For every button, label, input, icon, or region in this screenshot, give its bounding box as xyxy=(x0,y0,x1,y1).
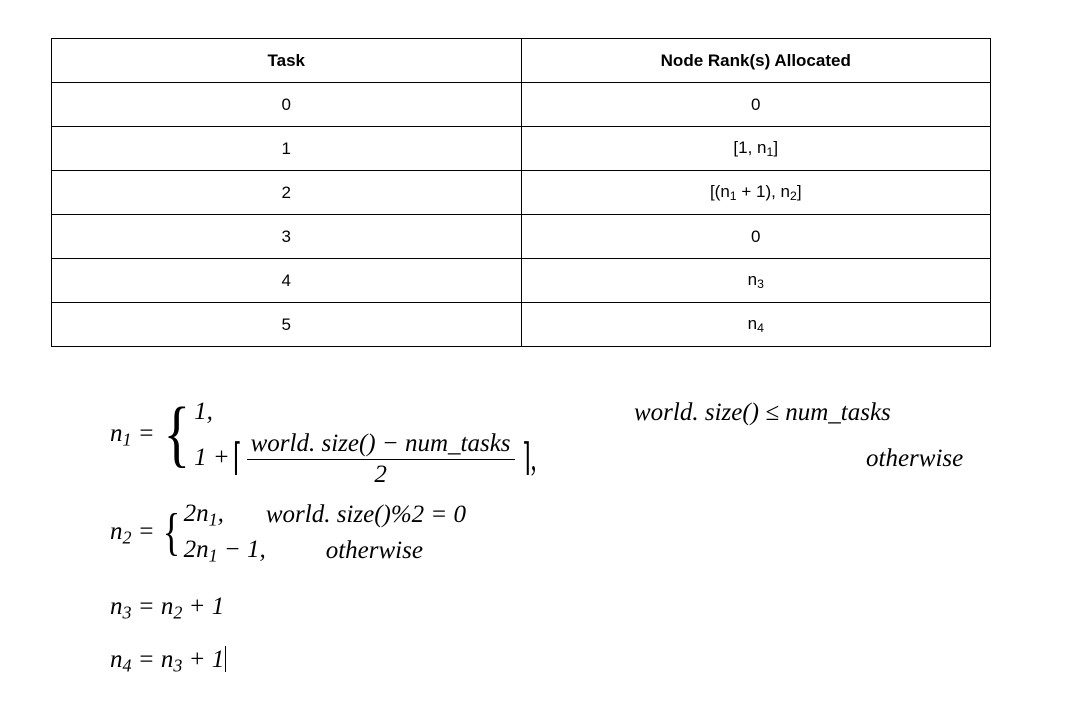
equation-n1-case-1: 1, xyxy=(194,398,213,425)
table-row xyxy=(52,303,991,347)
equation-n2-lhs: $n_2$ = xyxy=(110,517,155,548)
table-row xyxy=(52,127,991,171)
cell-task: 2 xyxy=(52,171,522,215)
left-brace-icon: { xyxy=(162,504,180,562)
cell-node-ranks: 0 xyxy=(521,215,991,259)
equation-n2-cases xyxy=(184,497,466,569)
cell-task: 3 xyxy=(52,215,522,259)
cell-node-ranks: $n_3$ xyxy=(521,259,991,303)
column-header-node-ranks: Node Rank(s) Allocated xyxy=(521,39,991,83)
ceiling-open-icon: ⌈ xyxy=(232,437,242,479)
equation-n1 xyxy=(110,385,1030,488)
allocation-table xyxy=(51,38,991,347)
equation-n1-condition-1: world. size() ≤ num_tasks xyxy=(634,399,891,426)
equation-n1-condition-2: otherwise xyxy=(866,445,964,472)
table-row xyxy=(52,83,991,127)
allocation-table-container xyxy=(51,38,991,347)
table-row xyxy=(52,259,991,303)
table-row xyxy=(52,171,991,215)
ceiling-close-icon: ⌉, xyxy=(521,437,537,479)
table-header-row xyxy=(52,39,991,83)
cell-node-ranks: 0 xyxy=(521,83,991,127)
equation-n4: $n_4 = n_3 + 1$ xyxy=(110,645,225,675)
cell-node-ranks: [1, $n_1$] xyxy=(521,127,991,171)
text-cursor xyxy=(225,646,226,672)
equation-n2-condition-2: otherwise xyxy=(325,537,423,564)
fraction: $\frac{\text{world. size() − num\_tasks}}{2}$ xyxy=(247,430,515,488)
equation-n3: $n_3 = n_2 + 1$ xyxy=(110,593,225,623)
equation-n2 xyxy=(110,495,1030,571)
left-brace-icon: { xyxy=(163,393,190,476)
cell-task: 5 xyxy=(52,303,522,347)
column-header-task: Task xyxy=(52,39,522,83)
cell-task: 0 xyxy=(52,83,522,127)
table-row xyxy=(52,215,991,259)
equation-n1-lhs: $n_1$ = xyxy=(110,419,155,450)
equation-n1-cases xyxy=(194,389,541,488)
equation-n2-condition-1: world. size()%2 = 0 xyxy=(265,501,467,528)
cell-node-ranks: $n_4$ xyxy=(521,303,991,347)
cell-task: 1 xyxy=(52,127,522,171)
cell-task: 4 xyxy=(52,259,522,303)
equation-n2-case-2: $2n_1 - 1$, otherwise xyxy=(183,535,423,566)
equation-n2-case-1: $2n_1$, world. size()%2 = 0 xyxy=(183,499,467,530)
equation-n1-case-2: 1 + ⌈ $\frac{\text{world. size() − num\_tasks}}{2}$ ⌉, xyxy=(194,430,537,488)
cell-node-ranks: [$(n_1 + 1)$, $n_2$] xyxy=(521,171,991,215)
formula-block xyxy=(110,385,1030,676)
table-body xyxy=(52,83,991,347)
